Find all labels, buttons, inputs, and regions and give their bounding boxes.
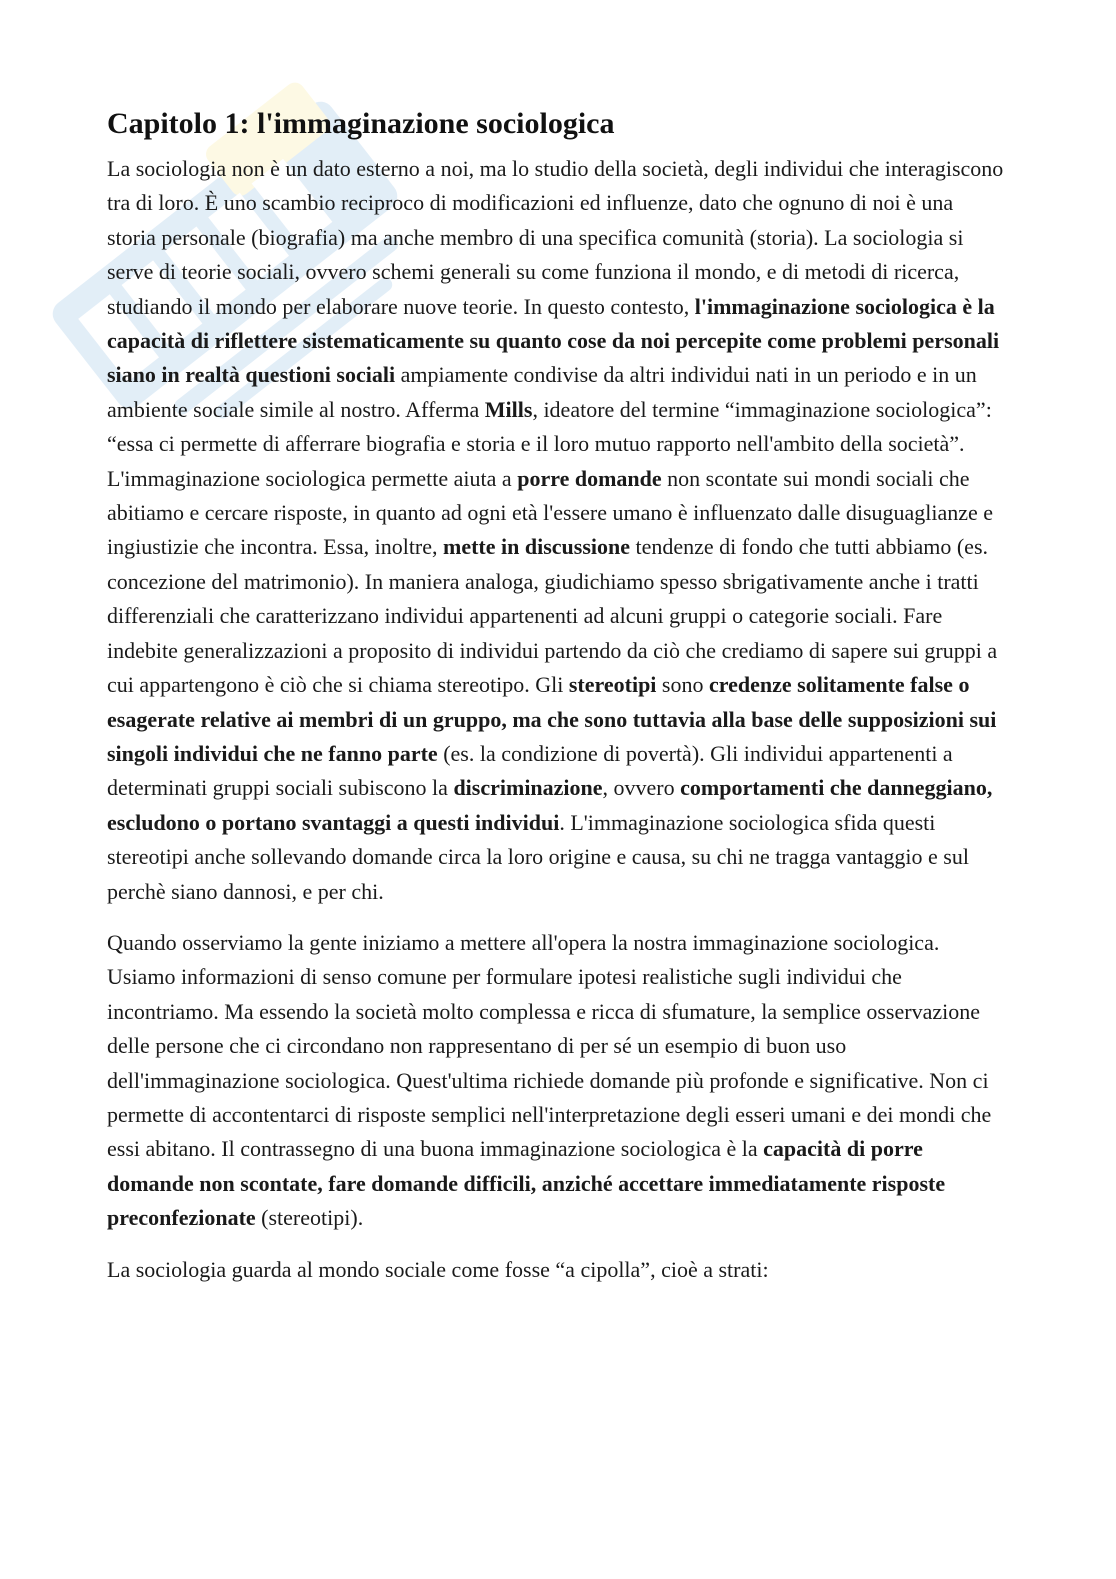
text-run: sono: [656, 672, 709, 698]
text-run: . L'immaginazione sociologica sfida questi stereotipi anche sollevando domande circa la loro origine e causa, su chi ne tragga vantaggio e sul perchè siano dannosi, e per chi.: [107, 809, 969, 904]
document-body: [107, 152, 1007, 1287]
text-run: , ideatore del termine “immaginazione sociologica”: “essa ci permette di afferrare biografia e storia e il loro mutuo rapporto nell'ambito della società”. L'immaginazione sociologica permette aiuta a: [107, 396, 992, 491]
text-run: La sociologia guarda al mondo sociale come fosse “a cipolla”, cioè a strati:: [107, 1256, 769, 1282]
body-paragraph: [107, 152, 1007, 909]
text-run: (stereotipi).: [255, 1205, 364, 1231]
bold-text: mette in discussione: [443, 534, 631, 560]
body-paragraph: [107, 926, 1007, 1236]
body-paragraph: [107, 1253, 1007, 1287]
chapter-heading: Capitolo 1: l'immaginazione sociologica: [107, 107, 615, 140]
text-run: non scontate sui mondi sociali che abitiamo e cercare risposte, in quanto ad ogni età l'essere umano è influenzato dalle disuguaglianze e ingiustizie che incontra. Essa, inoltre,: [107, 465, 994, 560]
bold-text: stereotipi: [568, 672, 657, 698]
text-run: (es. la condizione di povertà). Gli individui appartenenti a determinati gruppi sociali subiscono la: [107, 740, 953, 801]
bold-text: credenze solitamente false o esagerate relative ai membri di un gruppo, ma che sono tuttavia alla base delle supposizioni sui singoli individui che ne fanno parte: [107, 672, 997, 766]
bold-text: l'immaginazione sociologica è la capacità di riflettere sistematicamente su quanto cose da noi percepite come problemi personali siano in realtà questioni sociali: [107, 293, 1000, 388]
document-page: [107, 104, 1007, 1304]
text-run: Quando osserviamo la gente iniziamo a mettere all'opera la nostra immaginazione sociologica. Usiamo informazioni di senso comune per formulare ipotesi realistiche sugli individui che incontriamo. Ma essendo la società molto complessa e ricca di sfumature, la semplice osservazione delle persone che ci circondano non rappresentano di per sé un esempio di buon uso dell'immaginazione sociologica. Quest'ultima richiede domande più profonde e significative. Non ci permette di accontentarci di risposte semplici nell'interpretazione degli esseri umani e dei mondi che essi abitano. Il contrassegno di una buona immaginazione sociologica è la: [107, 929, 992, 1162]
bold-text: comportamenti che danneggiano, escludono o portano svantaggi a questi individui: [107, 775, 993, 835]
text-run: tendenze di fondo che tutti abbiamo (es. concezione del matrimonio). In maniera analoga, giudichiamo spesso sbrigativamente anche i tratti differenziali che caratterizzano individui appartenenti ad alcuni gruppi o categorie sociali. Fare indebite generalizzazioni a proposito di individui partendo da ciò che crediamo di sapere sui gruppi a cui appartengono è ciò che si chiama stereotipo. Gli: [107, 534, 998, 698]
bold-text: capacità di porre domande non scontate, fare domande difficili, anziché accettare immediatamente risposte preconfezionate: [107, 1136, 946, 1231]
text-run: La sociologia non è un dato esterno a noi, ma lo studio della società, degli individui che interagiscono tra di loro. È uno scambio reciproco di modificazioni ed influenze, dato che ognuno di noi è una storia personale (biografia) ma anche membro di una specifica comunità (storia). La sociologia si serve di teorie sociali, ovvero schemi generali su come funziona il mondo, e di metodi di ricerca, studiando il mondo per elaborare nuove teorie. In questo contesto,: [107, 156, 1004, 319]
bold-text: porre domande: [517, 465, 662, 491]
text-run: , ovvero: [602, 775, 681, 801]
bold-text: Mills: [484, 396, 533, 422]
text-run: ampiamente condivise da altri individui nati in un periodo e in un ambiente sociale simile al nostro. Afferma: [107, 362, 977, 422]
bold-text: discriminazione: [453, 775, 603, 801]
